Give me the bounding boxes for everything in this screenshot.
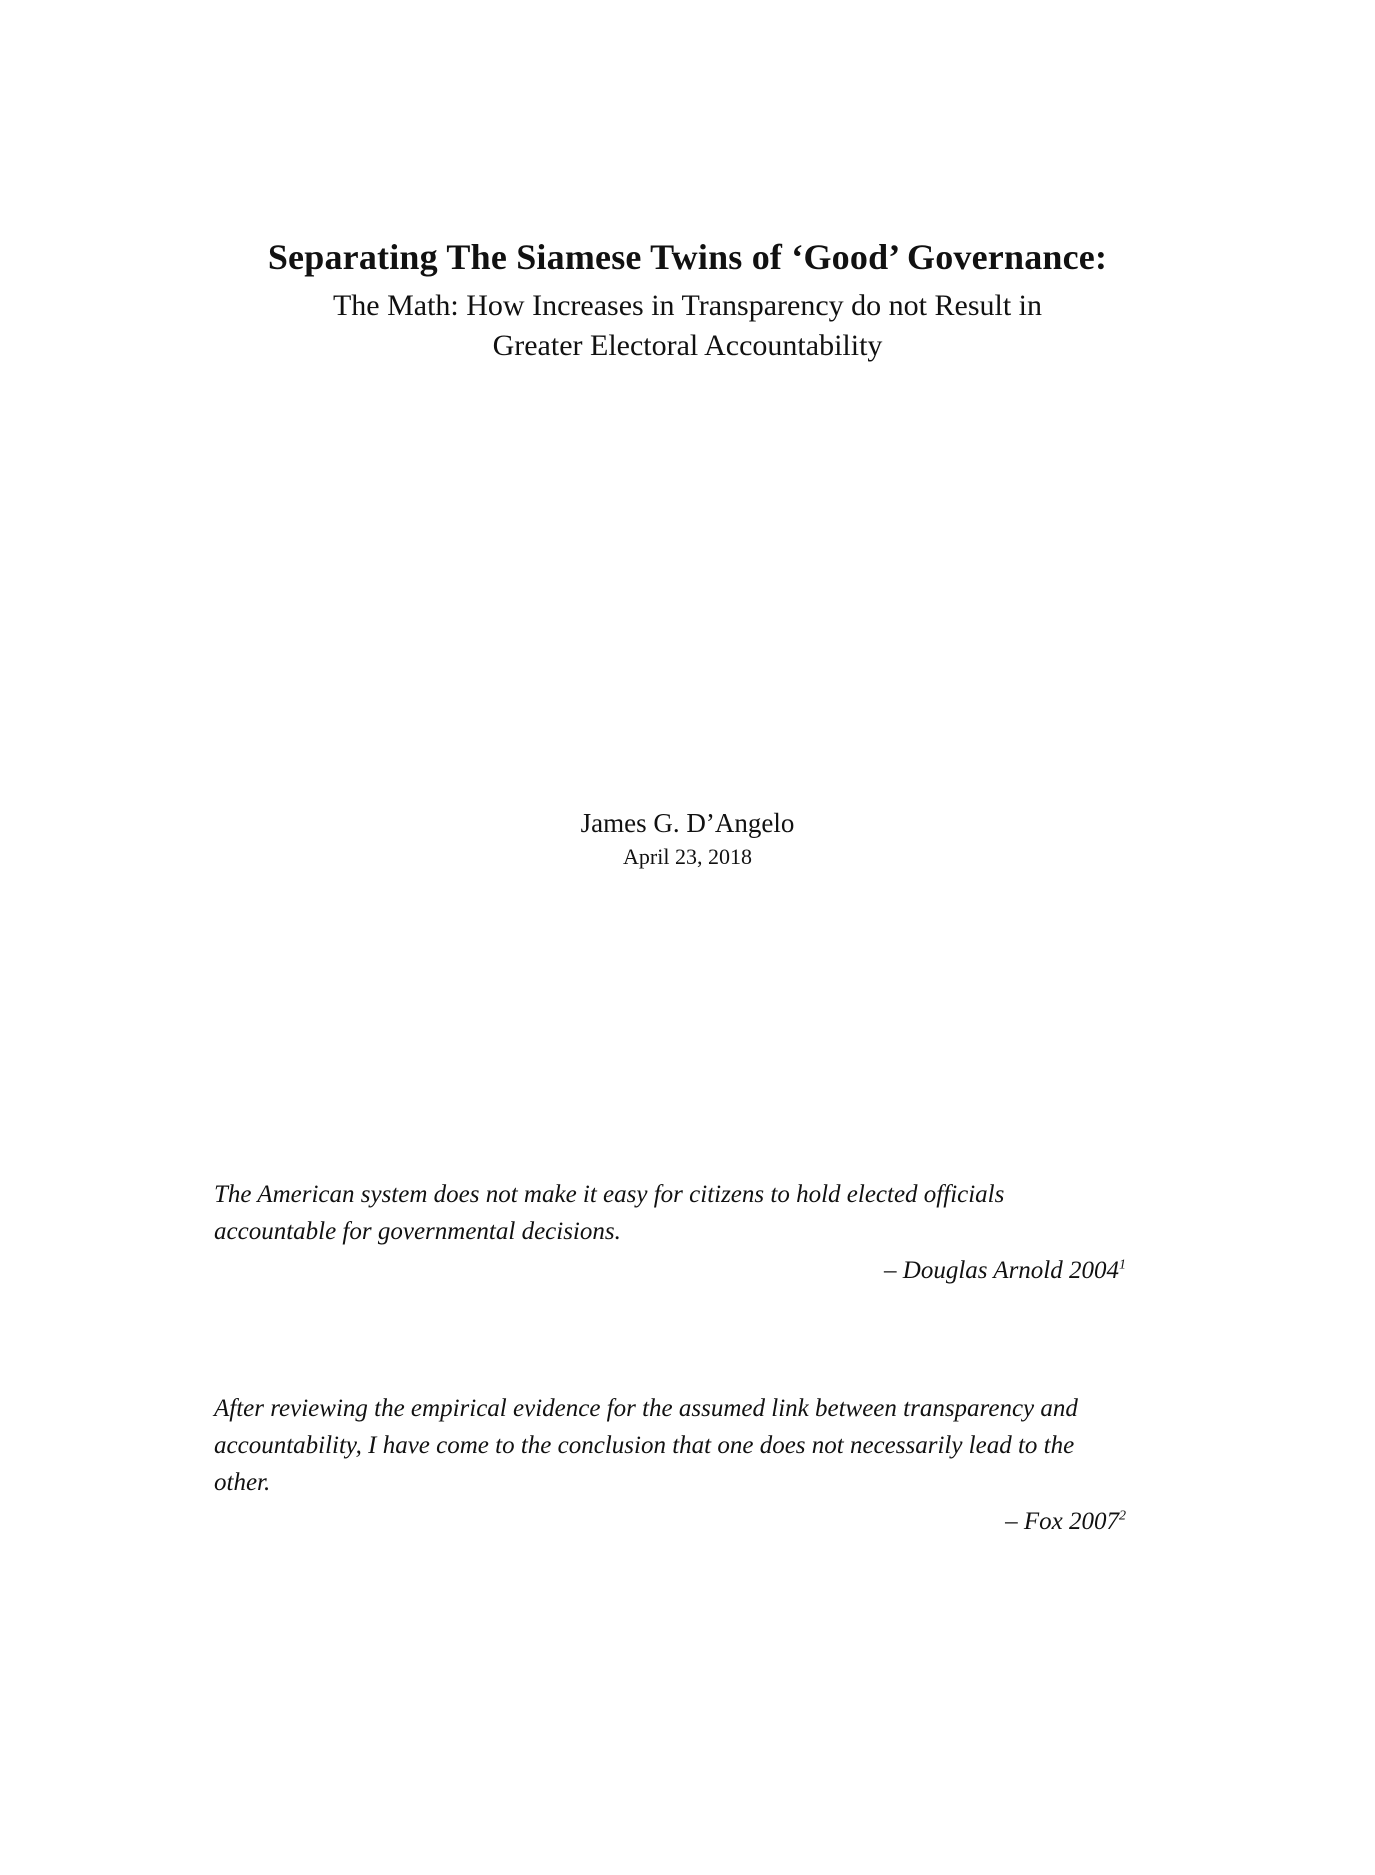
subtitle-line-1: The Math: How Increases in Transparency do not Result in — [332, 289, 1043, 322]
subtitle-line-2: Greater Electoral Accountability — [492, 329, 883, 362]
epigraph-quote-2 — [214, 1390, 1126, 1540]
footnote-marker[interactable]: 2 — [1119, 1508, 1126, 1524]
title-block — [0, 234, 1375, 366]
quote-attribution — [214, 1252, 1126, 1289]
document-date: April 23, 2018 — [623, 844, 752, 869]
attribution-text: – Fox 2007 — [1005, 1508, 1119, 1535]
attribution-text: – Douglas Arnold 2004 — [884, 1257, 1119, 1284]
author-block — [0, 806, 1375, 872]
author-name: James G. D’Angelo — [580, 808, 795, 838]
quote-attribution — [214, 1503, 1126, 1540]
quote-text: The American system does not make it easy for citizens to hold elected officials accountable for governmental decisions. — [214, 1181, 1005, 1245]
epigraph-quote-1 — [214, 1176, 1126, 1289]
footnote-marker[interactable]: 1 — [1119, 1257, 1126, 1273]
document-subtitle — [0, 286, 1375, 366]
document-title: Separating The Siamese Twins of ‘Good’ Governance: — [267, 237, 1108, 277]
quote-text: After reviewing the empirical evidence for the assumed link between transparency and accountability, I have come to the conclusion that one does not necessarily lead to the other. — [214, 1395, 1078, 1496]
